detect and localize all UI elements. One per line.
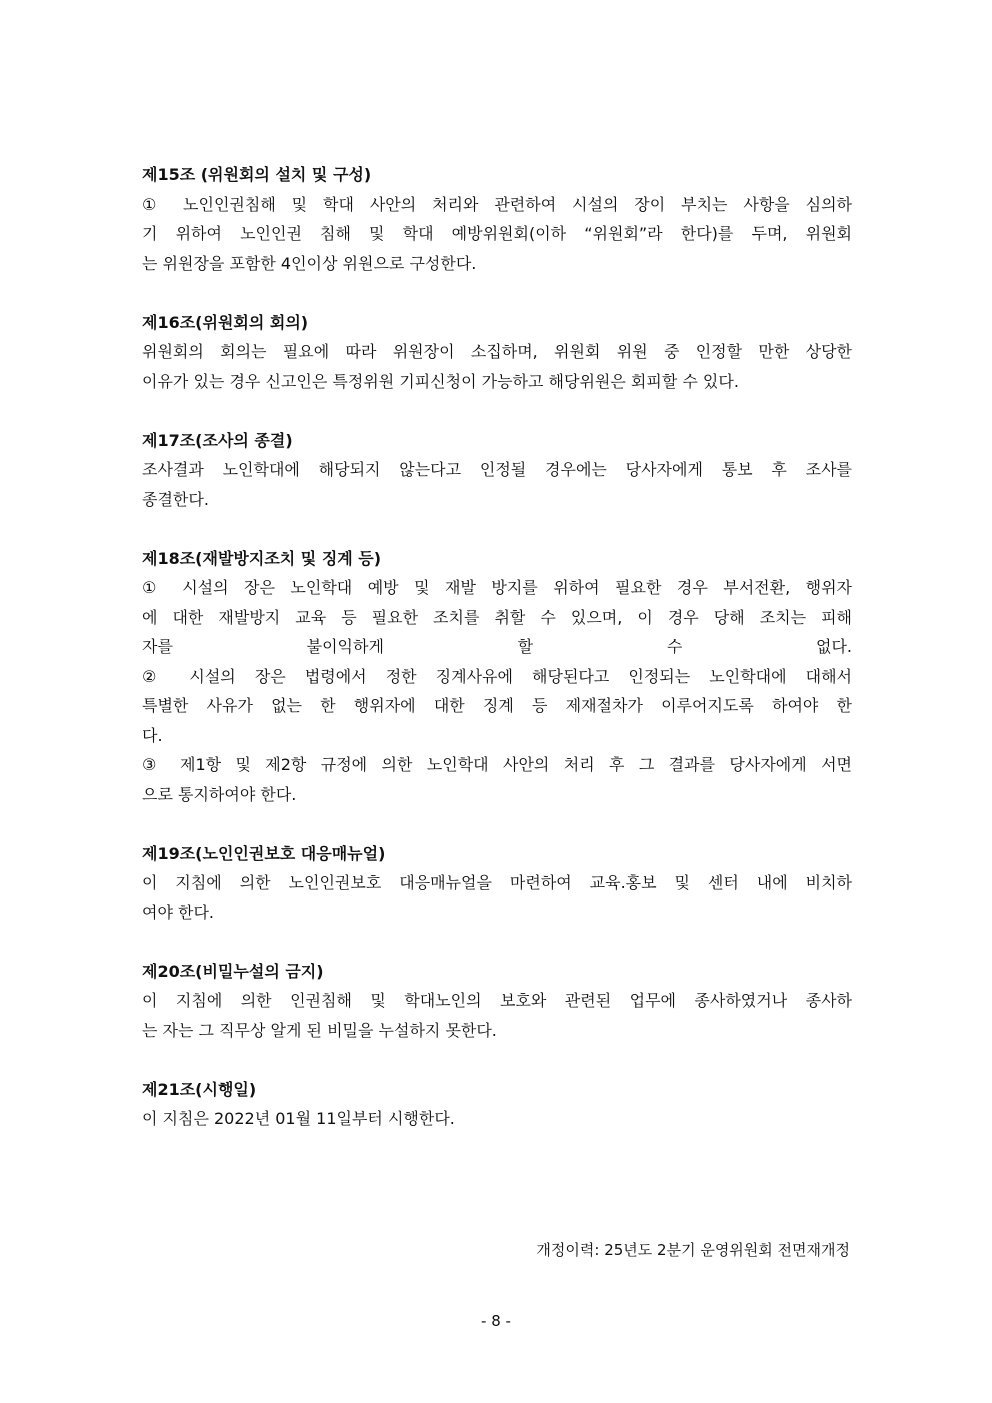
article-title: 제15조 (위원회의 설치 및 구성) [142, 165, 372, 184]
article-title: 제21조(시행일) [142, 1079, 257, 1099]
article-text-line: 는 자는 그 직무상 알게 된 비밀을 누설하지 못한다. [142, 1020, 497, 1040]
article-text-line: 여야 한다. [142, 902, 214, 922]
article-text-line: 으로 통지하여야 한다. [142, 784, 297, 804]
article-title: 제17조(조사의 종결) [142, 430, 293, 450]
article-text-line: ① 시설의 장은 노인학대 예방 및 재발 방지를 위하여 필요한 경우 부서전환, 행위자 [142, 578, 852, 597]
article-text-line: 이 지침에 의한 노인인권보호 대응매뉴얼을 마련하여 교육.홍보 및 센터 내에 비치하 [142, 873, 852, 892]
revision-note: 개정이력: 25년도 2분기 운영위원회 전면재개정 [536, 1241, 850, 1259]
article-section [142, 308, 852, 397]
article-section [142, 1075, 852, 1134]
article-spacer [142, 809, 852, 839]
article-text-line: 이 지침에 의한 인권침해 및 학대노인의 보호와 관련된 업무에 종사하였거나 종사하 [142, 991, 852, 1010]
article-spacer [142, 514, 852, 544]
article-section [142, 160, 852, 278]
article-text-line: 조사결과 노인학대에 해당되지 않는다고 인정될 경우에는 당사자에게 통보 후 조사를 [142, 460, 852, 479]
article-section [142, 426, 852, 515]
article-title: 제16조(위원회의 회의) [142, 312, 309, 332]
article-text-line: 이유가 있는 경우 신고인은 특정위원 기피신청이 가능하고 해당위원은 회피할 수 있다. [142, 371, 739, 391]
article-section [142, 957, 852, 1046]
article-title: 제20조(비밀누설의 금지) [142, 961, 324, 981]
article-text-line: 이 지침은 2022년 01월 11일부터 시행한다. [142, 1109, 455, 1128]
article-section [142, 544, 852, 810]
article-text-line: 특별한 사유가 없는 한 행위자에 대한 징계 등 제재절차가 이루어지도록 하여야 한 [142, 696, 852, 715]
document-body [142, 160, 852, 1134]
article-text-line: 종결한다. [142, 489, 209, 509]
article-text-line: 기 위하여 노인인권 침해 및 학대 예방위원회(이하 “위원회”라 한다)를 두며, 위원회 [142, 224, 852, 243]
article-text-line: 자를 불이익하게 할 수 없다. [142, 637, 852, 656]
article-text-line: 위원회의 회의는 필요에 따라 위원장이 소집하며, 위원회 위원 중 인정할 만한 상당한 [142, 342, 852, 361]
page-number: - 8 - [481, 1312, 511, 1330]
article-text-line: 다. [142, 725, 163, 745]
article-text-line: 에 대한 재발방지 교육 등 필요한 조치를 취할 수 있으며, 이 경우 당해 조치는 피해 [142, 607, 852, 627]
article-section [142, 839, 852, 928]
article-title: 제19조(노인인권보호 대응매뉴얼) [142, 843, 386, 863]
article-text-line: ① 노인인권침해 및 학대 사안의 처리와 관련하여 시설의 장이 부치는 사항을 심의하 [142, 194, 852, 214]
article-text-line: ③ 제1항 및 제2항 규정에 의한 노인학대 사안의 처리 후 그 결과를 당사자에게 서면 [142, 755, 852, 774]
article-text-line: ② 시설의 장은 법령에서 정한 징계사유에 해당된다고 인정되는 노인학대에 대해서 [142, 666, 852, 686]
article-spacer [142, 1045, 852, 1075]
article-spacer [142, 278, 852, 308]
article-spacer [142, 927, 852, 957]
article-text-line: 는 위원장을 포함한 4인이상 위원으로 구성한다. [142, 253, 477, 273]
article-title: 제18조(재발방지조치 및 징계 등) [142, 548, 382, 568]
article-spacer [142, 396, 852, 426]
